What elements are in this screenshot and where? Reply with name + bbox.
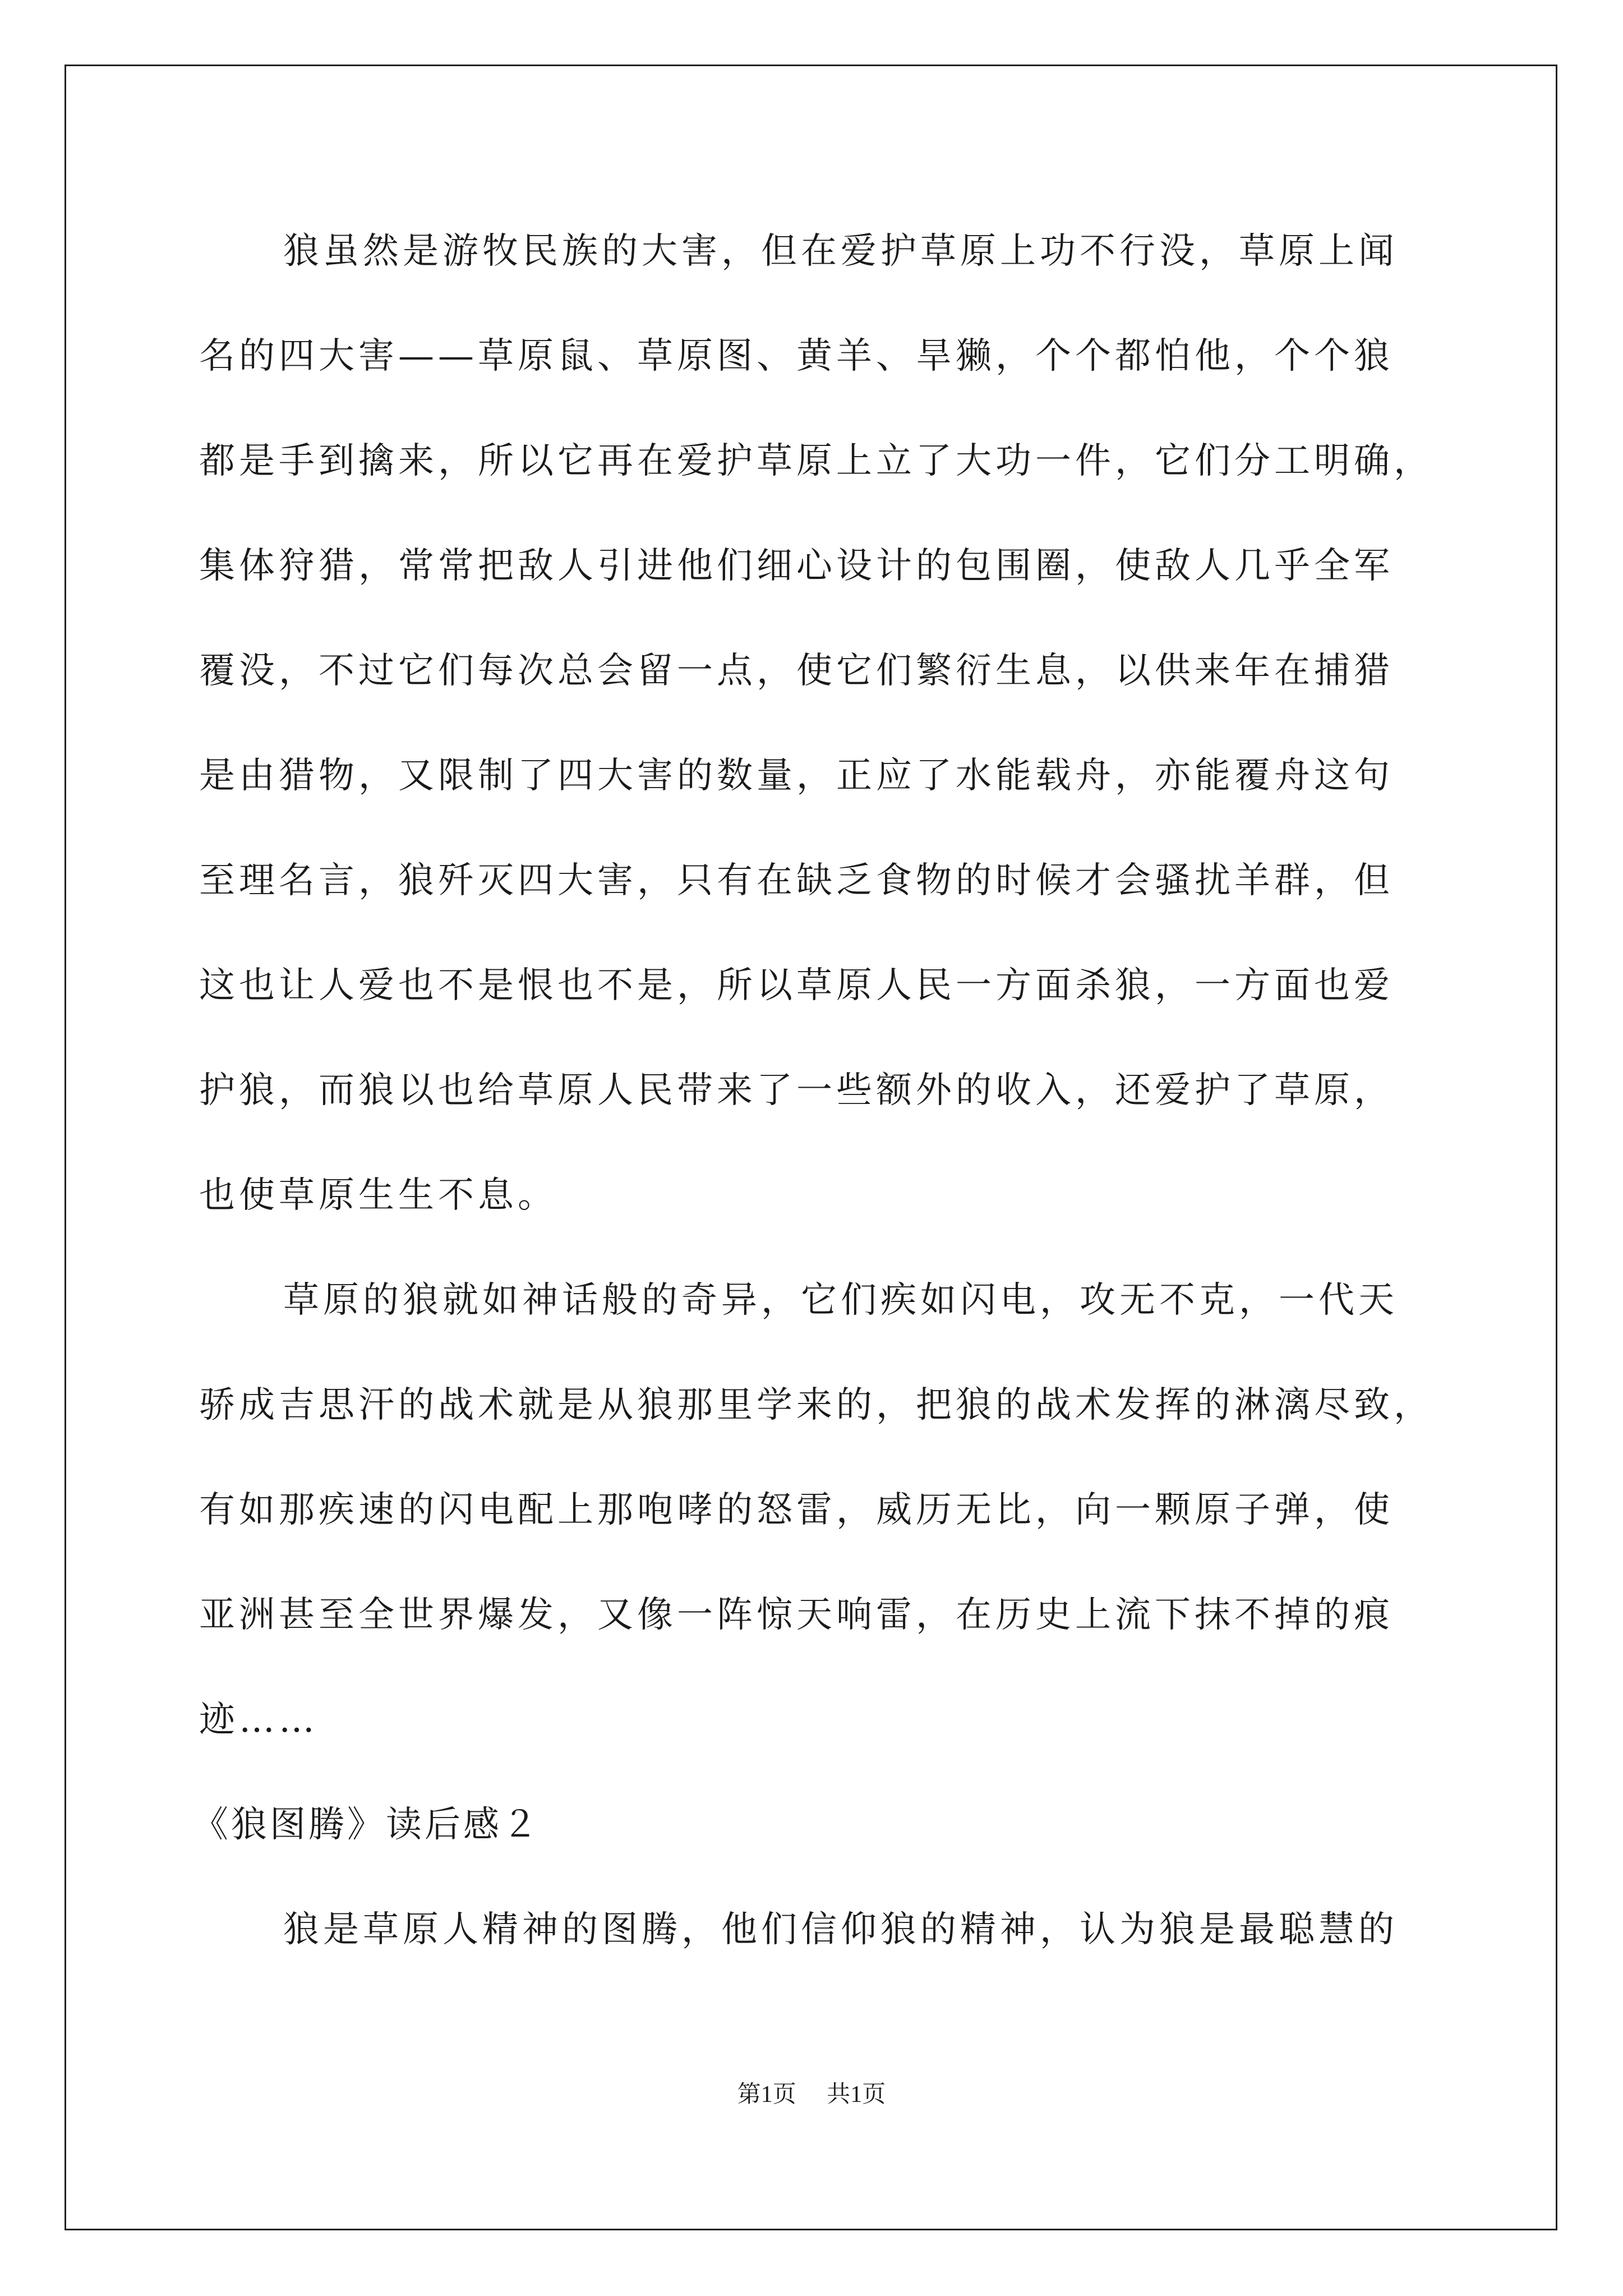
section-heading: 《狼图腾》读后感２ xyxy=(192,1804,541,1846)
text-line: 亚洲甚至全世界爆发，又像一阵惊天响雷，在历史上流下抹不掉的痕 xyxy=(199,1594,1394,1636)
page-number: 第1页 xyxy=(737,2082,796,2108)
text-line: 护狼，而狼以也给草原人民带来了一些额外的收入，还爱护了草原， xyxy=(199,1070,1394,1111)
text-line: 是由猎物，又限制了四大害的数量，正应了水能载舟，亦能覆舟这句 xyxy=(199,755,1394,797)
text-line: 也使草原生生不息。 xyxy=(199,1175,557,1216)
paragraph-2 xyxy=(199,1269,1450,1793)
document-body xyxy=(192,220,1450,2003)
text-line: 迹…… xyxy=(199,1699,319,1741)
text-line: 名的四大害——草原鼠、草原图、黄羊、旱獭，个个都怕他，个个狼 xyxy=(199,335,1394,377)
text-line: 草原的狼就如神话般的奇异，它们疾如闪电，攻无不克，一代天 xyxy=(283,1280,1398,1321)
page-total: 共1页 xyxy=(827,2082,886,2108)
text-line: 都是手到擒来，所以它再在爱护草原上立了大功一件，它们分工明确， xyxy=(199,440,1433,482)
paragraph-3 xyxy=(199,1898,1450,2003)
paragraph-1 xyxy=(199,220,1450,1269)
text-line: 集体狩猎，常常把敌人引进他们细心设计的包围圈，使敌人几乎全军 xyxy=(199,545,1394,587)
text-line: 有如那疾速的闪电配上那咆哮的怒雷，威历无比，向一颗原子弹，使 xyxy=(199,1489,1394,1531)
page-footer xyxy=(0,2076,1623,2109)
text-line: 覆没，不过它们每次总会留一点，使它们繁衍生息，以供来年在捕猎 xyxy=(199,650,1394,692)
text-line: 狼虽然是游牧民族的大害，但在爱护草原上功不行没，草原上闻 xyxy=(283,231,1398,272)
text-line: 至理名言，狼歼灭四大害，只有在缺乏食物的时候才会骚扰羊群，但 xyxy=(199,860,1394,901)
text-line: 这也让人爱也不是恨也不是，所以草原人民一方面杀狼，一方面也爱 xyxy=(199,965,1394,1006)
text-line: 骄成吉思汗的战术就是从狼那里学来的，把狼的战术发挥的淋漓尽致， xyxy=(199,1384,1433,1426)
text-line: 狼是草原人精神的图腾，他们信仰狼的精神，认为狼是最聪慧的 xyxy=(283,1909,1398,1950)
